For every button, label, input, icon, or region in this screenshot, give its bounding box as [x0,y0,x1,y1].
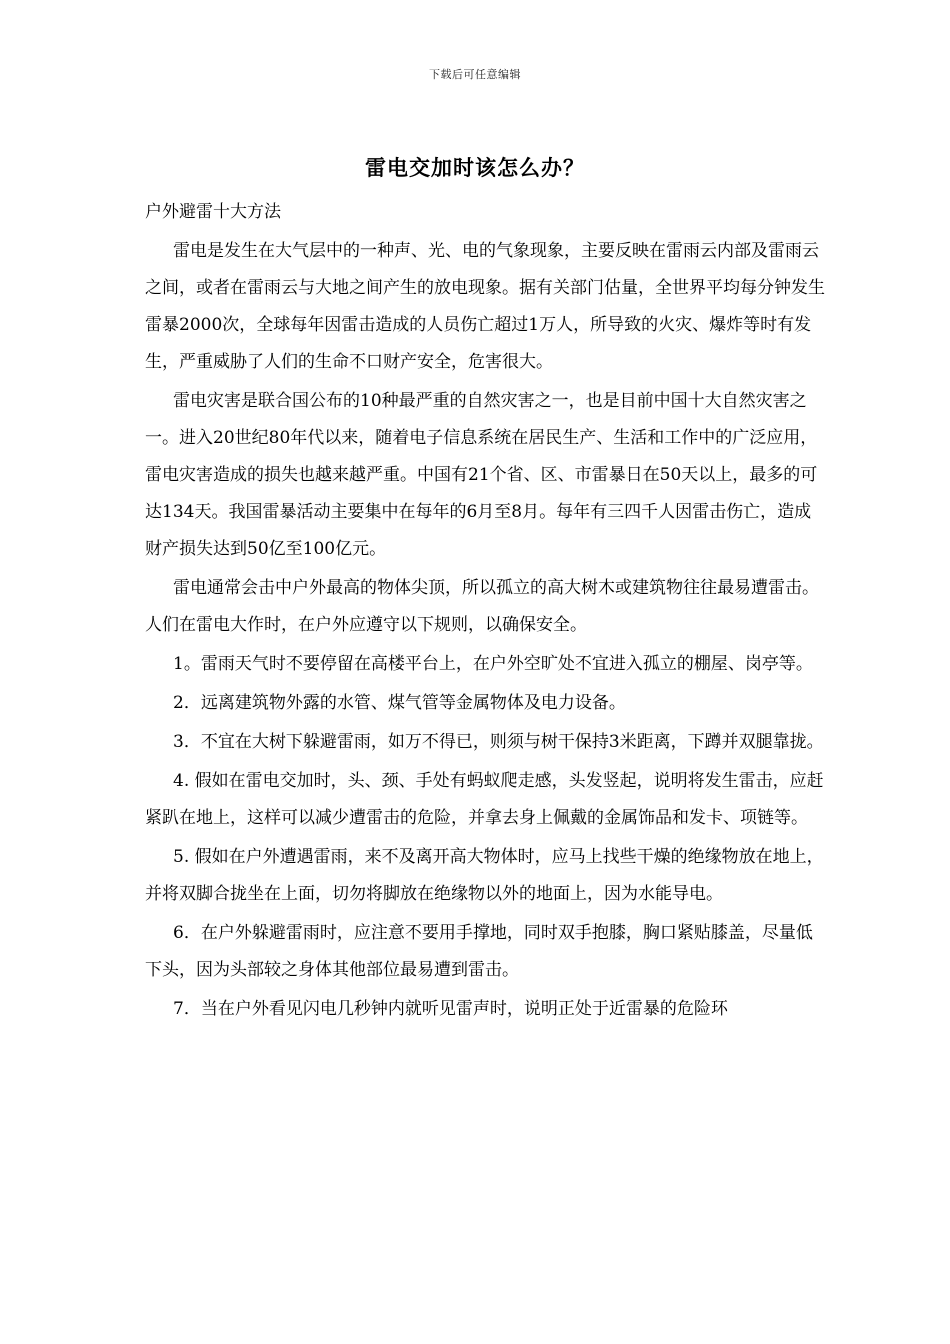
paragraph-disaster: 雷电灾害是联合国公布的10种最严重的自然灾害之一，也是目前中国十大自然灾害之一。进入20世纪80年代以来，随着电子信息系统在居民生产、生活和工作中的广泛应用，雷电灾害造成的损失也越来越严重。中国有21个省、区、市雷暴日在50天以上，最多的可达134天。我国雷暴活动主要集中在每年的6月至8月。每年有三四千人因雷击伤亡，造成财产损失达到50亿至100亿元。 [145,391,818,559]
document-body [145,194,825,1028]
rule-item-7: 7．当在户外看见闪电几秒钟内就听见雷声时，说明正处于近雷暴的危险环 [173,999,728,1019]
rule-item-5: 5. 假如在户外遭遇雷雨，来不及离开高大物体时，应马上找些干燥的绝缘物放在地上，并将双脚合拢坐在上面，切勿将脚放在绝缘物以外的地面上，因为水能导电。 [145,847,824,904]
document-title: 雷电交加时该怎么办？ [365,155,585,180]
section-subtitle: 户外避雷十大方法 [145,202,281,222]
paragraph-intro: 雷电是发生在大气层中的一种声、光、电的气象现象，主要反映在雷雨云内部及雷雨云之间，或者在雷雨云与大地之间产生的放电现象。据有关部门估量，全世界平均每分钟发生雷暴2000次，全球每年因雷击造成的人员伤亡超过1万人，所导致的火灾、爆炸等时有发生，严重威胁了人们的生命不口财产安全，危害很大。 [145,241,825,372]
rule-item-2: 2．远离建筑物外露的水管、煤气管等金属物体及电力设备。 [173,693,626,713]
paragraph-rules-intro: 雷电通常会击中户外最高的物体尖顶，所以孤立的高大树木或建筑物往往最易遭雷击。人们在雷电大作时，在户外应遵守以下规则，以确保安全。 [145,578,819,635]
rule-item-1: 1。雷雨天气时不要停留在高楼平台上，在户外空旷处不宜进入孤立的棚屋、岗亭等。 [173,654,813,674]
rule-item-3: 3．不宜在大树下躲避雷雨，如万不得已，则须与树干保持3米距离，下蹲并双腿靠拢。 [173,732,824,752]
rule-item-4: 4. 假如在雷电交加时，头、颈、手处有蚂蚁爬走感，头发竖起，说明将发生雷击，应赶紧趴在地上，这样可以减少遭雷击的危险，并拿去身上佩戴的金属饰品和发卡、项链等。 [145,771,824,828]
rule-item-6: 6．在户外躲避雷雨时，应注意不要用手撑地，同时双手抱膝，胸口紧贴膝盖，尽量低下头，因为头部较之身体其他部位最易遭到雷击。 [145,923,813,980]
header-note: 下载后可任意编辑 [429,68,521,81]
